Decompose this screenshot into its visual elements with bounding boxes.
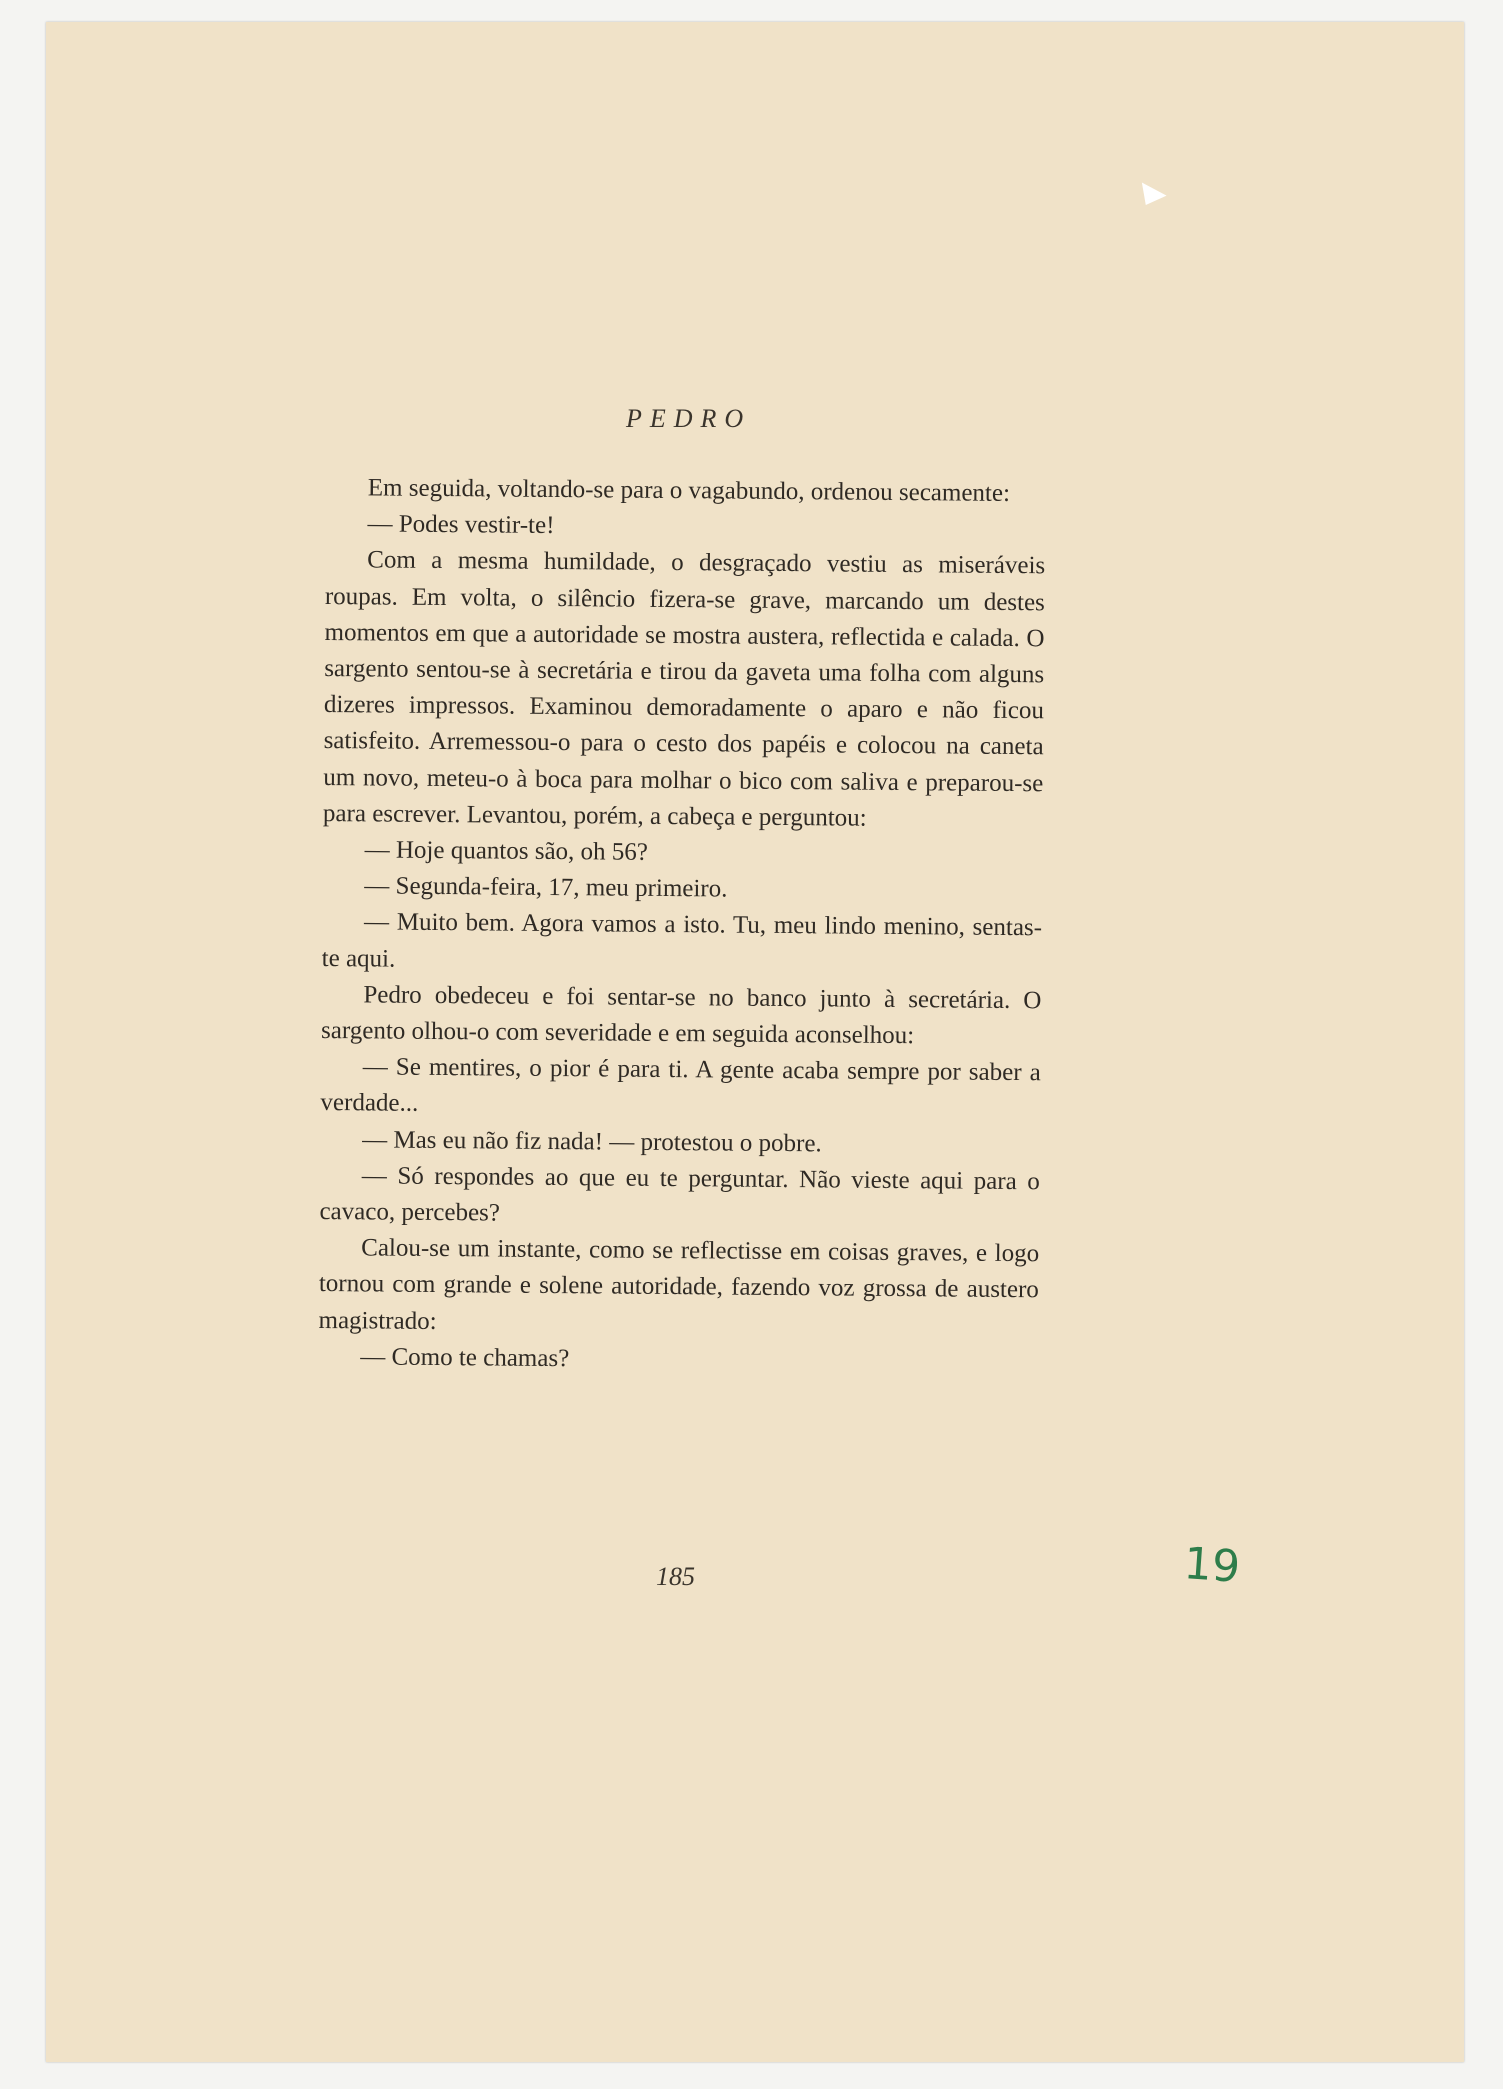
paragraph: Em seguida, voltando-se para o vagabundo, ordenou secamente: xyxy=(367,474,1011,507)
paragraph: — Mas eu não fiz nada! — protestou o pobre. xyxy=(362,1125,822,1158)
paragraph: — Só respondes ao que eu te perguntar. Não vieste aqui para o cavaco, percebes? xyxy=(319,1162,1040,1227)
handwritten-mark: 19 xyxy=(1182,1538,1242,1593)
paragraph: Com a mesma humildade, o desgraçado vestiu as miseráveis roupas. Em volta, o silêncio fizera-se grave, marcando um destes momentos em que a autoridade se mostra austera, reflectida e calada. O sargento sentou-se à secretária e tirou da gaveta uma folha com alguns dizeres impressos. Examinou demoradamente o aparo e não ficou satisfeito. Arremessou-o para o cesto dos papéis e colocou na caneta um novo, meteu-o à boca para molhar o bico com saliva e preparou-se para escrever. Levantou, porém, a cabeça e perguntou: xyxy=(322,546,1046,832)
paragraph: — Hoje quantos são, oh 56? xyxy=(364,836,649,866)
paragraph: — Se mentires, o pior é para ti. A gente acaba sempre por saber a verdade... xyxy=(320,1053,1041,1118)
paragraph: Pedro obedeceu e foi sentar-se no banco junto à secretária. O sargento olhou-o com severidade e em seguida aconselhou: xyxy=(320,981,1042,1050)
paragraph: — Muito bem. Agora vamos a isto. Tu, meu lindo menino, sentas-te aqui. xyxy=(321,908,1043,973)
page-number: 185 xyxy=(656,1562,695,1591)
body-text xyxy=(318,470,1046,1381)
paragraph: — Podes vestir-te! xyxy=(367,510,555,540)
paragraph: — Como te chamas? xyxy=(360,1343,570,1373)
paragraph: — Segunda-feira, 17, meu primeiro. xyxy=(364,872,728,903)
running-title: PEDRO xyxy=(626,404,752,433)
paper-tear xyxy=(1133,182,1166,211)
book-page xyxy=(46,22,1464,2062)
paragraph: Calou-se um instante, como se reflectisse em coisas graves, e logo tornou com grande e solene autoridade, fazendo voz grossa de austero magistrado: xyxy=(318,1234,1040,1335)
